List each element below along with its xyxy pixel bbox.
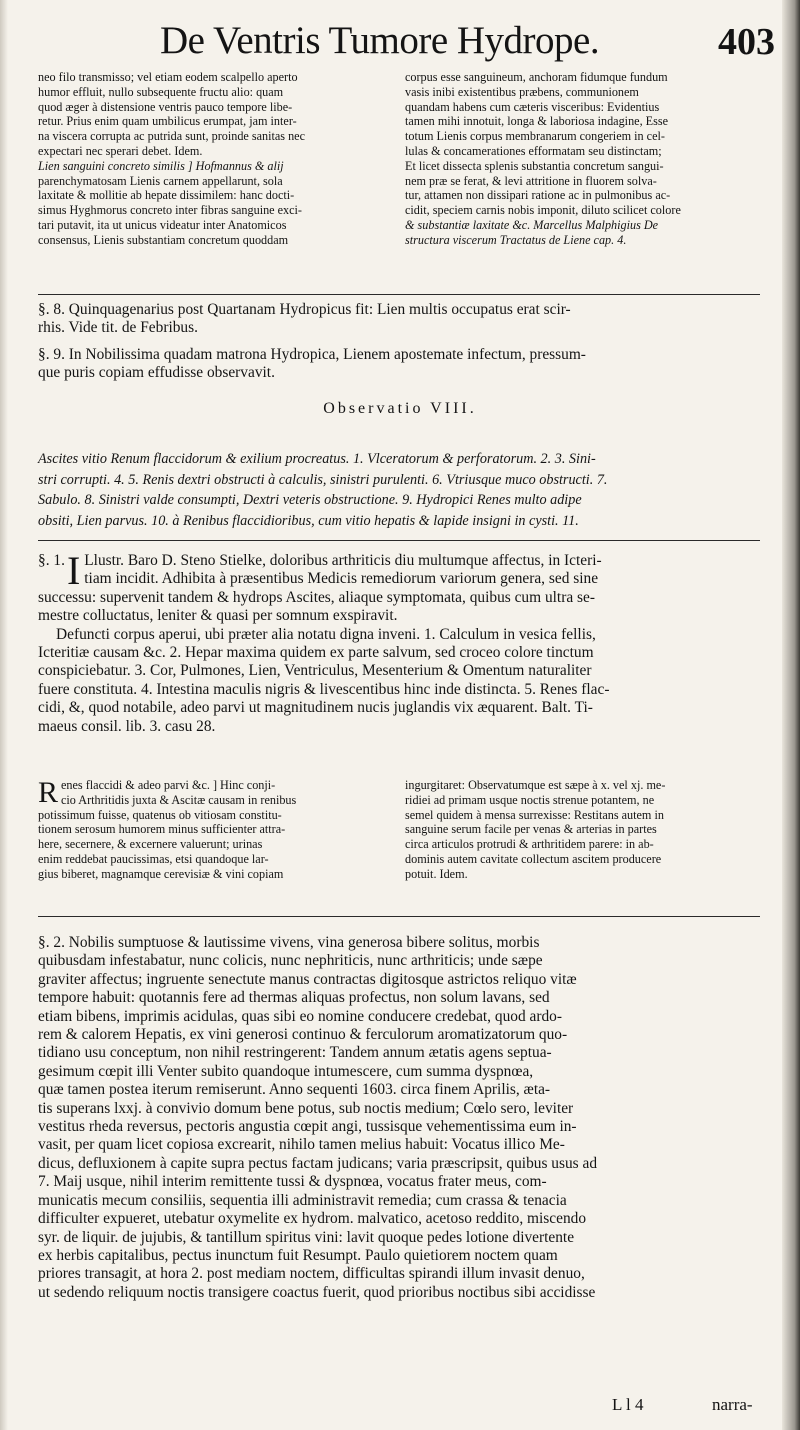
text-line: gesimum cœpit illi Venter subito quandoque intumescere, cum summa dyspnœa, [38,1062,534,1080]
text-line: semel quidem à mensa surrexisse: Restitans autem in [405,807,664,822]
text-line: sanguine serum facile per venas & arterias in partes [405,822,657,837]
observatio-heading: Observatio VIII. [323,400,477,417]
text-line: consensus, Lienis substantiam concretum quoddam [38,232,289,247]
text-line: vasis inibi existentibus præbens, communionem [405,84,639,99]
book-gutter-shadow [782,0,800,1430]
text-line: humor effluit, nullo subsequente fructu alio: quam [38,84,284,99]
text-line: Defuncti corpus aperui, ubi præter alia notatu digna inveni. 1. Calculum in vesica fellis, [56,625,596,643]
text-line: Llustr. Baro D. Steno Stielke, doloribus arthriticis diu multumque affectus, in Icteri- [84,552,602,569]
text-line: quæ tamen postea iterum remiserunt. Anno sequenti 1603. circa finem Aprilis, æta- [38,1081,551,1099]
section-marker: §. 1. [38,552,65,569]
section-8 [38,301,760,338]
text-line: simus Hyghmorus concreto inter fibras sanguine exci- [38,203,302,218]
text-line: & substantiæ laxitate &c. Marcellus Malphigius De [405,217,659,232]
text-line: ut sedendo reliquum noctis transigere coactus fuerit, quod prioribus noctibus sibi accidisse [38,1283,596,1301]
text-line: tamen mihi innotuit, longa & laboriosa indagine, Esse [405,114,669,129]
catchword: narra- [712,1395,753,1414]
drop-cap: R [38,776,59,809]
scholium-rule [38,916,760,917]
text-line: retur. Prius enim quam umbilicus erumpat, jam inter- [38,114,297,129]
text-line: Sabulo. 8. Sinistri valde consumpti, Dextri veteris obstructione. 9. Hydropici Renes multo adipe [38,492,582,508]
text-line: Ascites vitio Renum flaccidorum & exilium procreatus. 1. Vlceratorum & perforatorum. 2. 3. Sini- [38,451,596,467]
text-line: tiam incidit. Adhibita à præsentibus Medicis remediorum variorum genera, sed sine [84,570,599,588]
text-line: rhis. Vide tit. de Febribus. [38,319,198,337]
text-line: conspiciebatur. 3. Cor, Pulmones, Lien, Ventriculus, Mesenterium & Omentum naturaliter [38,662,592,680]
text-line: tionem serosum humorem minus sufficienter attra- [38,822,286,837]
text-line: fuere constituta. 4. Intestina maculis nigris & livescentibus hinc inde distincta. 5. Renes flac- [38,680,610,698]
drop-cap: I [66,548,81,593]
top-left-column [38,70,398,248]
text-line: neo filo transmisso; vel etiam eodem scalpello aperto [38,70,298,84]
text-line: vasit, per quam licet copiosa excrearit, nihilo tamen melius habuit: Vocatus illico Me- [38,1136,565,1154]
text-line: maeus consil. lib. 3. casu 28. [38,717,216,735]
text-line: cio Arthritidis juxta & Ascitæ causam in renibus [61,792,297,807]
text-line: syr. de liquir. de jujubis, & tantillum spiritus vini: lavit quoque pedes lotione divertente [38,1228,575,1246]
text-line: totum Lienis corpus membranarum congeriem in cel- [405,129,665,144]
text-line: ingurgitaret: Observatumque est sæpe à x. vel xj. me- [405,778,666,792]
text-line: tur, attamen non dissipari ratione ac in pulmonibus ac- [405,188,671,203]
text-line: laxitate & mollitie ab hepate dissimilem: hanc docti- [38,188,295,203]
text-line: circa articulos protrudi & arthritidem parere: in ab- [405,837,654,852]
section-2 [38,934,760,1302]
text-line: graviter affectus; ingruente senectute manus contractas digitosque astrictos reliquo vitæ [38,970,577,988]
text-line: §. 8. Quinquagenarius post Quartanam Hydropicus fit: Lien multis occupatus erat scir- [38,301,571,318]
text-line: priores transagit, at hora 2. post mediam noctem, difficultas spirandi illum invasit denuo, [38,1265,585,1283]
text-line: Et licet dissecta splenis substantia concretum sangui- [405,158,664,173]
text-line: potuit. Idem. [405,866,468,881]
text-line: etiam bibens, imprimis acidulas, quas sibi eo nomine conducere credebat, quod ardo- [38,1007,562,1025]
text-line: tari putavit, ita ut unicus videatur inter Anatomicos [38,217,287,232]
text-line: successu: supervenit tandem & hydrops Ascites, aliaque symptomata, quibus cum ultra se- [38,588,595,606]
observation-summary [38,449,760,531]
text-line: nem præ se ferat, & levi attritione in fluorem solva- [405,173,657,188]
page-left-edge [0,0,8,1430]
text-line: enes flaccidi & adeo parvi &c. ] Hinc conji- [61,778,276,792]
section-9 [38,346,760,383]
text-line: corpus esse sanguineum, anchoram fidumque fundum [405,70,668,84]
running-header [60,18,775,68]
running-title: De Ventris Tumore Hydrope. [160,19,600,62]
text-line: enim reddebat paucissimas, etsi quandoque lar- [38,851,269,866]
text-line: vestitus rheda reversus, pectoris angustia cœpit angi, tussisque vehementissima eum in- [38,1118,577,1136]
section-rule [38,294,760,295]
scholium-left-column [38,778,400,882]
text-line: quod æger à distensione ventris pauco tempore libe- [38,99,293,114]
text-line: parenchymatosam Lienis carnem appellarunt, sola [38,173,283,188]
text-line: ex herbis capitalibus, pectus inunctum fuit Resumpt. Paulo quietiorem noctem quam [38,1246,558,1264]
text-line: structura viscerum Tractatus de Liene cap. 4. [405,232,627,247]
text-line: Icteritiæ causam &c. 2. Hepar maxima quidem ex parte salvum, sed croceo colore tinctum [38,644,594,662]
text-line: Lien sanguini concreto similis ] Hofmannus & alij [38,158,284,173]
page-number: 403 [718,21,775,63]
text-line: quandam habens cum cæteris visceribus: Evidentius [405,99,660,114]
text-line: tis superans lxxj. à convivio domum bene potus, sub noctis medium; Cœlo sero, leviter [38,1099,574,1117]
text-line: dominis autem cavitate collectum ascitem producere [405,851,662,866]
text-line: que puris copiam effudisse observavit. [38,364,275,382]
scholium-right-column [405,778,760,882]
text-line: mestre colluctatus, leniter & quasi per somnum exspiravit. [38,607,398,625]
text-line: here, secernere, & excernere valuerunt; urinas [38,837,263,852]
text-line: quibusdam infestabatur, nunc colicis, nunc nephriticis, nunc arthriticis; unde sæpe [38,952,543,970]
top-right-column [405,70,760,248]
text-line: difficulter expueret, utebatur oxymelite ex hydrom. malvatico, acetoso reddito, miscendo [38,1210,587,1228]
signature-mark: L l 4 [612,1395,644,1414]
text-line: stri corrupti. 4. 5. Renis dextri obstructi à calculis, sinistri purulenti. 6. Vtriusque muco obstructi. 7. [38,471,608,488]
text-line: cidit, speciem carnis nobis imponit, diluto scilicet colore [405,203,681,218]
section-1 [38,548,760,736]
text-line: na viscera corrupta ac putrida sunt, proinde sanitas nec [38,129,306,144]
text-line: ridiei ad primam usque noctis strenue potantem, ne [405,792,655,807]
summary-rule [38,540,760,541]
text-line: tempore habuit: quotannis fere ad thermas aliquas profectus, non solum lavans, sed [38,989,550,1007]
text-line: 7. Maij usque, nihil interim remittente tussi & dyspnœa, vocatus frater meus, com- [38,1173,547,1191]
text-line: obsiti, Lien parvus. 10. à Renibus flaccidioribus, cum vitio hepatis & lapide insigni in cysti. 11. [38,512,579,529]
text-line: §. 2. Nobilis sumptuose & lautissime vivens, vina generosa bibere solitus, morbis [38,934,540,951]
text-line: lulas & concamerationes efformatam seu distinctam; [405,143,662,158]
text-line: gius biberet, magnamque cerevisiæ & vini copiam [38,866,284,881]
text-line: potissimum fuisse, quatenus ob vitiosam constitu- [38,807,282,822]
text-line: municatis mecum consiliis, sequentia illi administravit remedia; cum crassa & tenacia [38,1191,567,1209]
text-line: tidiano usu conceptum, non nihil restringerent: Tandem annum ætatis agens septua- [38,1044,552,1062]
text-line: cidi, &, quod notabile, adeo parvi ut magnitudinem nucis juglandis vix æquarent. Balt. Ti- [38,699,593,717]
text-line: §. 9. In Nobilissima quadam matrona Hydropica, Lienem apostemate infectum, pressum- [38,346,586,363]
text-line: rem & calorem Hepatis, ex vini generosi continuo & ferculorum aromatizatorum quo- [38,1026,568,1044]
text-line: expectari nec sperari debet. Idem. [38,143,203,158]
text-line: dicus, defluxionem à capite supra pectus factam judicans; varia præscripsit, quibus usus ad [38,1154,598,1172]
